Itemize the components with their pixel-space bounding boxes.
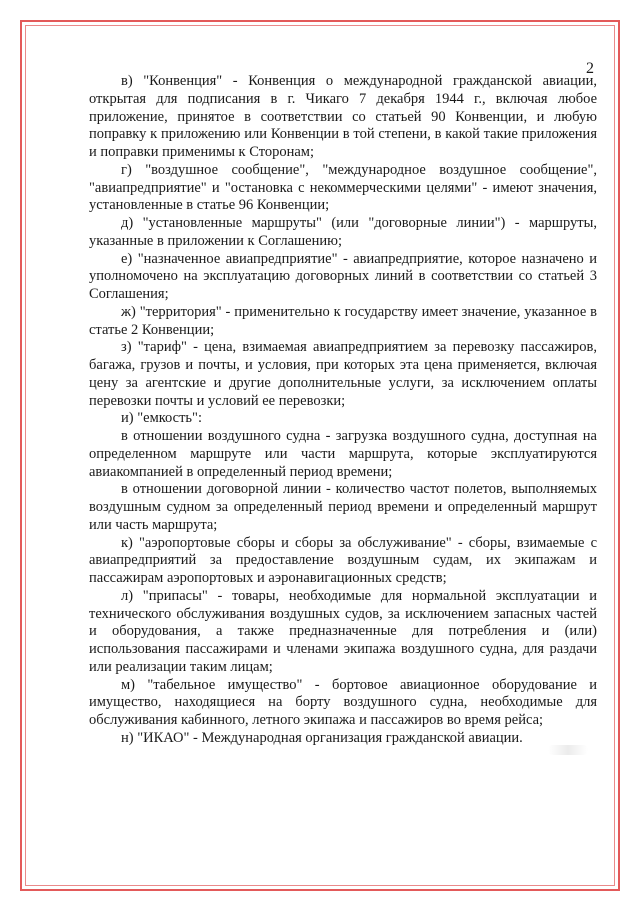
definition-paragraph-z: з) "тариф" - цена, взимаемая авиапредприятием за перевозку пассажиров, багажа, грузов и почты, и условия, при которых эта цена применяется, включая цену за агентские и другие дополнительные услуги, за исключением оплаты перевозки почты и условий ее перевозки; xyxy=(89,339,597,409)
capacity-route-paragraph: в отношении договорной линии - количество частот полетов, выполняемых воздушным судном за определенный период времени и определенный маршрут или часть маршрута; xyxy=(89,481,597,533)
definition-paragraph-i: и) "емкость": xyxy=(121,410,202,427)
page-number: 2 xyxy=(586,60,594,77)
definition-paragraph-e: е) "назначенное авиапредприятие" - авиапредприятие, которое назначено и уполномочено на эксплуатацию договорных линий в соответствии со статьей 3 Соглашения; xyxy=(89,250,597,302)
definition-paragraph-n: н) "ИКАО" - Международная организация гражданской авиации. xyxy=(121,729,523,746)
definition-paragraph-m: м) "табельное имущество" - бортовое авиационное оборудование и имущество, находящиеся на борту воздушного судна, необходимые для обслуживания кабинного, летного экипажа и пассажиров во время рейса; xyxy=(89,676,597,728)
definition-paragraph-c: в) "Конвенция" - Конвенция о международной гражданской авиации, открытая для подписания в г. Чикаго 7 декабря 1944 г., включая любое приложение, принятое в соответствии со статьей 90 Конвенции, и любую поправку к приложению или Конвенции в той степени, в какой такие приложения и поправки применимы к Сторонам; xyxy=(89,73,597,160)
scan-artifact xyxy=(548,745,588,755)
definition-paragraph-k: к) "аэропортовые сборы и сборы за обслуживание" - сборы, взимаемые с авиапредприятий за предоставление воздушным судам, их экипажам и пассажирам аэропортовых и аэронавигационных средств; xyxy=(89,534,597,586)
document-body xyxy=(89,73,597,748)
definition-paragraph-l: л) "припасы" - товары, необходимые для нормальной эксплуатации и технического обслуживания воздушных судов, за исключением запасных частей и оборудования, а также предназначенные для потребления и (или) использования пассажирами и членами экипажа воздушного судна, для раздачи или реализации таким лицам; xyxy=(89,587,597,675)
definition-paragraph-g: г) "воздушное сообщение", "международное воздушное сообщение", "авиапредприятие" и "остановка с некоммерческими целями" - имеют значения, установленные в статье 96 Конвенции; xyxy=(89,161,597,214)
definition-paragraph-zh: ж) "территория" - применительно к государству имеет значение, указанное в статье 2 Конвенции; xyxy=(89,303,597,338)
capacity-aircraft-paragraph: в отношении воздушного судна - загрузка воздушного судна, доступная на определенном маршруте или части маршрута, которые эксплуатируются авиакомпанией в определенный период времени; xyxy=(89,428,597,480)
definition-paragraph-d: д) "установленные маршруты" (или "договорные линии") - маршруты, указанные в приложении к Соглашению; xyxy=(89,215,597,249)
